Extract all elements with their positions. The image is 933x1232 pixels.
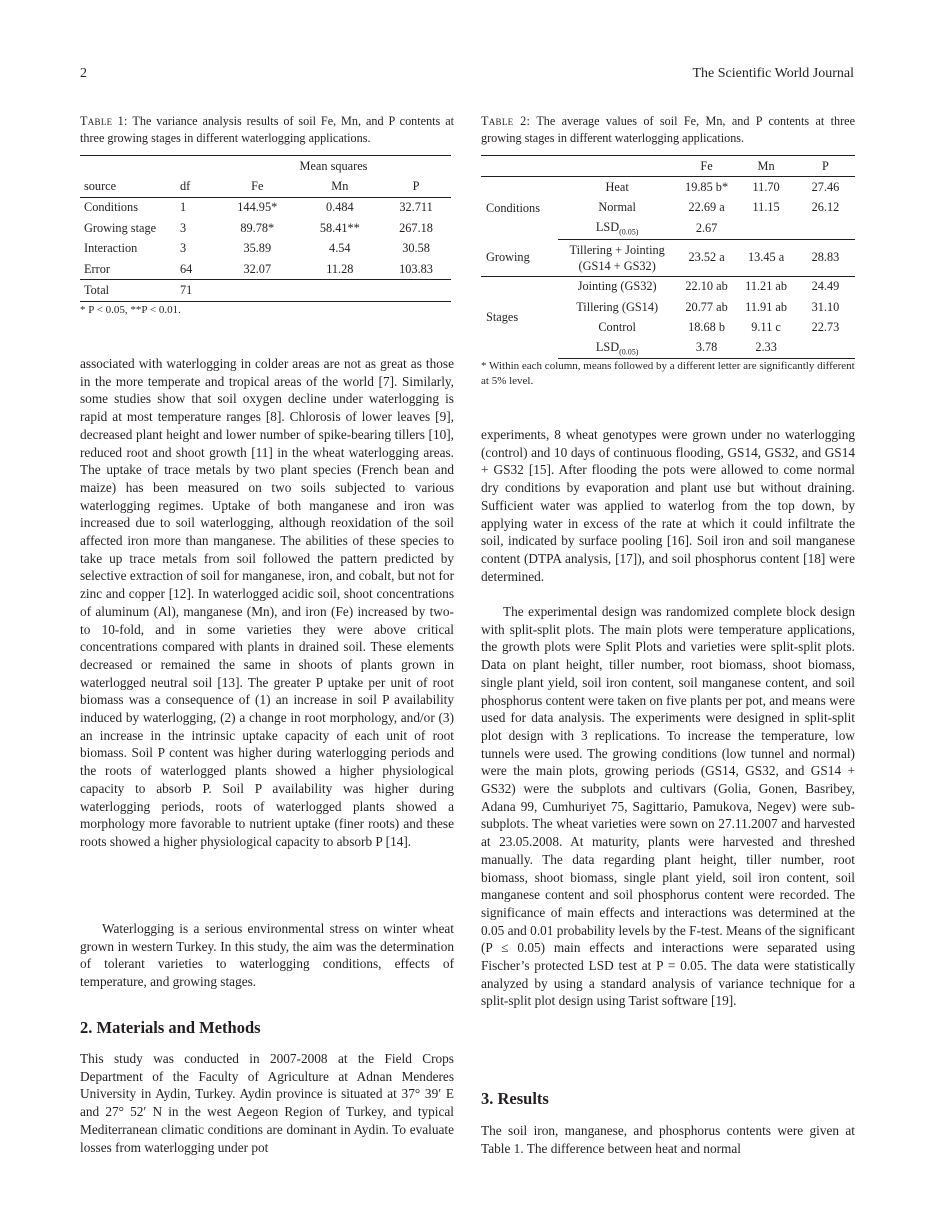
left-paragraph-3: This study was conducted in 2007-2008 at the Field Crops Department of the Faculty of Agriculture at Adnan Menderes University in Aydin, Turkey. Aydin province is situated at 37° 39′ E and 27° 52′ N in the west Aegeon Region of Turkey, and typical Mediterranean climatic conditions are dominant in Aydin. To evaluate losses from waterlogging under pot (80, 1051, 454, 1155)
table-cell: 4.54 (329, 241, 351, 256)
table-cell: 2.33 (736, 338, 796, 359)
lsd-subscript: (0.05) (619, 347, 639, 357)
table-cell: 11.91 ab (745, 299, 788, 314)
table-cell (381, 280, 451, 301)
table-cell: 3 (180, 241, 187, 256)
table2-col-fe: Fe (677, 156, 737, 177)
table2-stages-label: Stages (486, 310, 519, 325)
table-cell: 19.85 b* (685, 180, 729, 195)
journal-title: The Scientific World Journal (692, 66, 854, 81)
table-cell: Error (84, 261, 110, 276)
table-row (80, 239, 451, 259)
table2-caption-text: The average values of soil Fe, Mn, and P contents at three growing stages in different waterlogging applications. (481, 114, 855, 145)
table-cell: 35.89 (243, 241, 272, 256)
table1-col-fe: Fe (216, 176, 299, 197)
table-cell: 71 (176, 280, 216, 301)
table-cell: 22.10 ab (685, 279, 728, 294)
right-column (481, 0, 855, 1232)
right-paragraph-2: The experimental design was randomized complete block design with split-split plots. The main plots were temperature applications, the growth plots were Split Plots and varieties were split-split plots. Data on plant height, tiller number, root biomass, shoot biomass, single plant yield, soil iron content, soil manganese content, and soil phosphorus content were taken on five plants per pot, and means were used for data analysis. The experiments were designed in split-split plot design with 3 replications. To increase the temperature, low tunnels were used. The growing conditions (low tunnel and normal) were the main plots, growing periods (GS14, GS32, and GS14 + GS32) were the subplots and cultivars (Golia, Gonen, Basribey, Adana 99, Cumhuriyet 75, Sagittario, Pamukova, Negev) were sub-subplots. The wheat varieties were sown on 27.11.2007 and harvested at 23.05.2008. At maturity, plants were harvested and threshed manually. The data regarding plant height, tiller number, root biomass, shoot biomass, single plant yield, soil iron content, soil manganese content and soil phosphorus content were recorded. The significance of main effects and interactions was determined at the 0.05 and 0.01 probability levels by the F-test. Means of the significant (P ≤ 0.05) main effects and interactions were separated using Fischer’s protected LSD test at P = 0.05. The data were statistically analyzed by using a standard analysis of variance technique for a split-split plot design using Tarist software [19]. (481, 604, 855, 1009)
table-row (80, 218, 451, 238)
stage-line-2: (GS14 + GS32) (578, 258, 656, 273)
table2-caption (481, 113, 855, 147)
table-cell: 103.83 (399, 261, 433, 276)
table-cell: Total (80, 280, 176, 301)
lsd-label: LSD (595, 339, 620, 354)
table-cell (216, 280, 299, 301)
table-row (481, 239, 855, 276)
table-cell: Normal (598, 200, 636, 215)
table-cell: 64 (180, 261, 193, 276)
table-cell: Conditions (84, 200, 138, 215)
table-row (80, 280, 451, 301)
table2-label: Table 2: (481, 114, 531, 128)
left-column (80, 0, 454, 1232)
table1-caption (80, 113, 454, 147)
table-row (481, 276, 855, 297)
table1-col-source: source (80, 176, 176, 197)
table-cell: 26.12 (811, 200, 840, 215)
table-cell: 22.69 a (688, 200, 725, 215)
table2-col-mn: Mn (736, 156, 796, 177)
table-cell: 3.78 (677, 338, 737, 359)
table-cell: Heat (605, 180, 629, 195)
table-cell: 23.52 a (677, 239, 737, 276)
page-number: 2 (80, 66, 87, 81)
table1-header-row (80, 176, 451, 197)
table2-header-row (481, 156, 855, 177)
table2-conditions-label: Conditions (486, 200, 540, 215)
table-cell (796, 218, 855, 239)
table-cell: 0.484 (325, 200, 354, 215)
table-cell: 27.46 (811, 180, 840, 195)
table-cell (558, 338, 677, 359)
table1 (80, 155, 451, 302)
table1-caption-text: The variance analysis results of soil Fe, Mn, and P contents at three growing stages in different waterlogging applications. (80, 114, 454, 145)
table-cell: 1 (180, 200, 187, 215)
table-cell: 20.77 ab (685, 299, 728, 314)
table-cell (796, 338, 855, 359)
table-cell: 89.78* (240, 220, 275, 235)
left-paragraph-2: Waterlogging is a serious environmental stress on winter wheat grown in western Turkey. In this study, the aim was the determination of tolerant varieties to waterlogging conditions, effects of temperature, and growing stages. (80, 921, 454, 990)
table1-col-df: df (176, 176, 216, 197)
right-paragraph-3: The soil iron, manganese, and phosphorus contents were given at Table 1. The difference between heat and normal (481, 1123, 855, 1156)
table-cell: 11.15 (752, 200, 780, 215)
right-paragraph-1: experiments, 8 wheat genotypes were grown under no waterlogging (control) and 10 days of continuous flooding, GS14, GS32, and GS14 + GS32 [15]. After flooding the pots were allowed to come normal dry conditions by evaporation and plant use but without draining. Sufficient water was applied to waterlog from the top down, by applying water in excess of the rate at which it could infiltrate the soil, indicated by surface pooling [16]. Soil iron and soil manganese content (DTPA analysis, [17]), and soil phosphorus content [18] were determined. (481, 427, 855, 584)
lsd-label: LSD (595, 220, 620, 235)
table2-col-p: P (796, 156, 855, 177)
table1-col-p: P (381, 176, 451, 197)
table-cell: 22.73 (811, 320, 840, 335)
section-heading-materials: 2. Materials and Methods (80, 1018, 261, 1037)
stage-line-1: Tillering + Jointing (569, 242, 665, 257)
table-cell (558, 218, 677, 239)
table-cell: 32.711 (399, 200, 433, 215)
left-paragraph-1: associated with waterlogging in colder areas are not as great as those in the more temperate and tropical areas of the world [7]. Similarly, some studies show that soil oxygen decline under waterlogging is rapid at most temperature ranges [8]. Chlorosis of lower leaves [9], decreased plant height and lower number of spike-bearing tillers [10], reduced root and shoot growth [11] in the wheat waterlogging areas. The uptake of trace metals by two plant species (French bean and maize) has been measured on two soils subjected to various waterlogging regimes. Uptake of both manganese and iron was increased due to soil waterlogging, although reoxidation of the soil affected iron more than manganese. The abilities of these species to take up trace metals from soil followed the pattern predicted by selective extraction of soil for manganese, iron, and cobalt, but not for zinc and copper [12]. In waterlogged acidic soil, shoot concentrations of aluminum (Al), manganese (Mn), and iron (Fe) increased by two- to 10-fold, and in some varieties they were above critical concentrations compared with plants in drained soil. These elements decreased or remained the same in shoots of plants grown in waterlogged neutral soil [13]. The greater P uptake per unit of root biomass was a consequence of (1) an increase in soil P availability induced by waterlogging, (2) a change in root morphology, and/or (3) an increase in the intrinsic uptake capacity of each unit of root biomass. Soil P content was higher during waterlogging periods and the roots of waterlogged plants showed a higher physiological capacity to absorb P. Soil P availability was higher during waterlogging periods, roots of waterlogged plants showed a morphology more favorable to nutrient uptake (finer roots) and these roots showed a higher physiological capacity to absorb P [14]. (80, 356, 454, 849)
table-cell: 58.41** (319, 220, 360, 235)
table1-group-header: Mean squares (216, 156, 451, 177)
table-row (481, 177, 855, 198)
table-cell: 24.49 (811, 279, 840, 294)
table-cell: 28.83 (796, 239, 855, 276)
lsd-subscript: (0.05) (619, 227, 639, 237)
section-heading-results: 3. Results (481, 1089, 549, 1108)
table-cell: 144.95* (237, 200, 278, 215)
table1-col-mn: Mn (299, 176, 382, 197)
table-cell: 31.10 (811, 299, 840, 314)
table2-footnote: * Within each column, means followed by a different letter are significantly different at 5% level. (481, 360, 855, 387)
table-row (80, 197, 451, 218)
table-cell: 32.07 (243, 261, 272, 276)
table-cell: 9.11 c (751, 320, 781, 335)
table-cell: 18.68 b (688, 320, 726, 335)
table-cell: Interaction (84, 241, 138, 256)
table2-growing-label: Growing (481, 239, 558, 276)
table-cell: 13.45 a (736, 239, 796, 276)
table-cell: Jointing (GS32) (577, 279, 657, 294)
table2 (481, 155, 855, 359)
table-cell (736, 218, 796, 239)
table-cell: 11.70 (752, 180, 780, 195)
table-cell: 3 (180, 220, 187, 235)
table-row (80, 259, 451, 280)
table-cell (299, 280, 382, 301)
table1-label: Table 1: (80, 114, 128, 128)
table-cell: 2.67 (677, 218, 737, 239)
table-cell: 11.21 ab (745, 279, 788, 294)
table1-footnote: * P < 0.05, **P < 0.01. (80, 304, 181, 316)
table-cell: 30.58 (402, 241, 430, 256)
table-cell: Tillering (GS14) (576, 299, 659, 314)
table-cell (558, 239, 677, 276)
table-cell: Control (598, 320, 636, 335)
table-cell: Growing stage (84, 220, 157, 235)
table-cell: 267.18 (399, 220, 433, 235)
table-cell: 11.28 (326, 261, 354, 276)
